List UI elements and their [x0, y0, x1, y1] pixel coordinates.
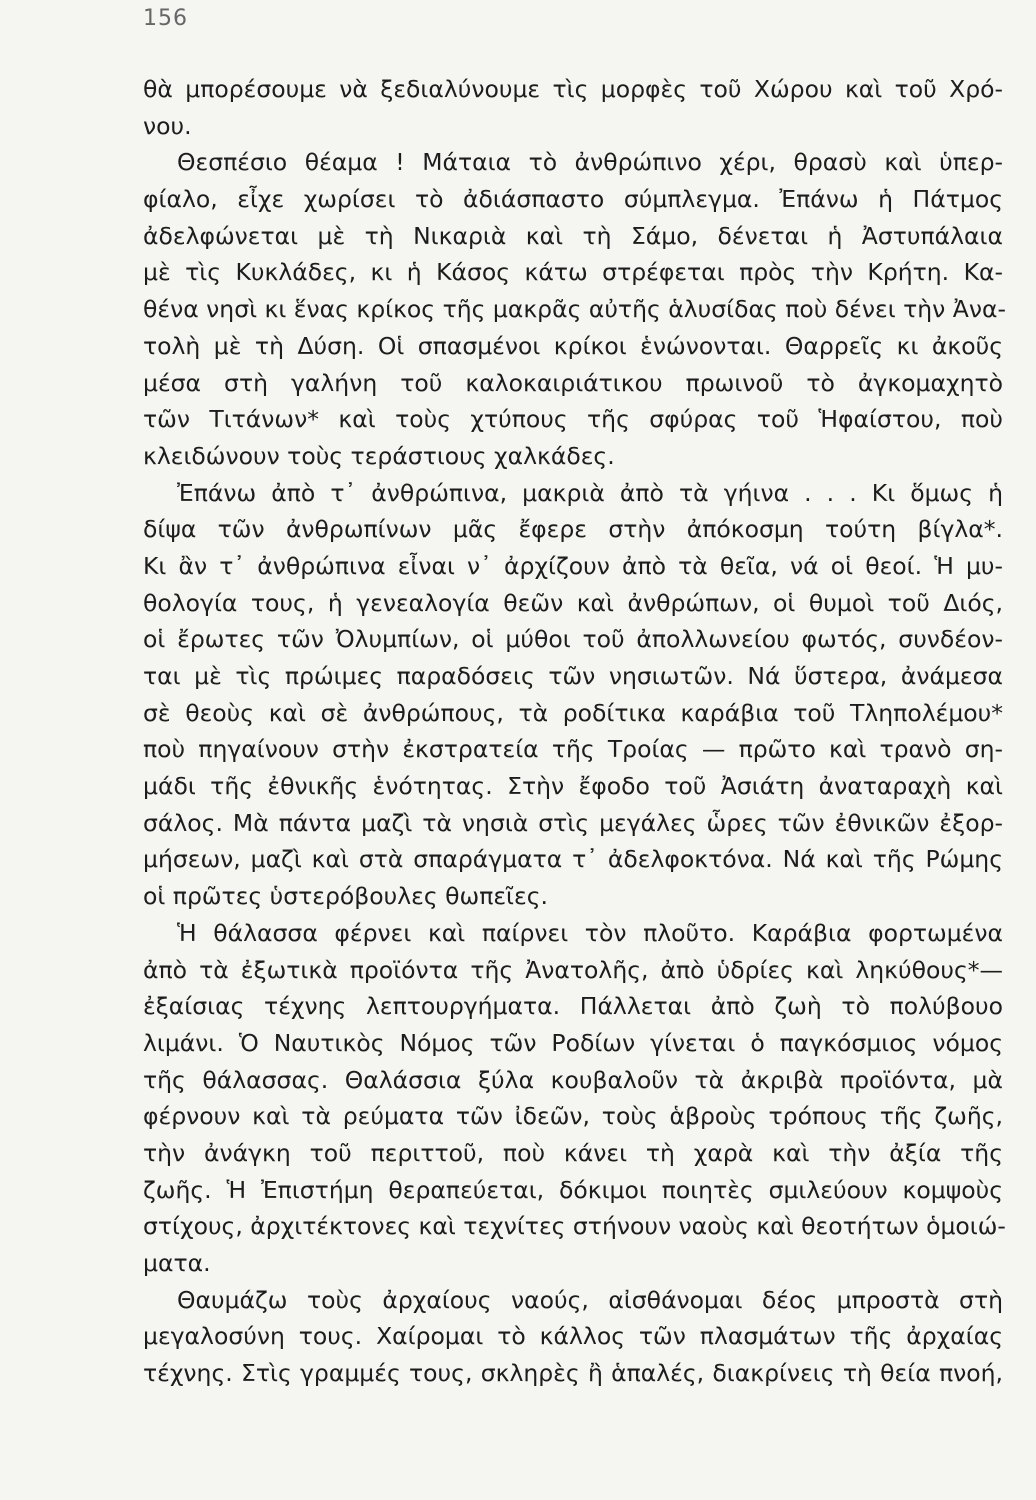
text-line: Θαυμάζω τοὺς ἀρχαίους ναούς, αἰσθάνομαι δέος μπροστὰ στὴ: [177, 1285, 1003, 1314]
text-line: μήσεων, μαζὶ καὶ στὰ σπαράγματα τ᾿ ἀδελφοκτόνα. Νά καὶ τῆς Ρώμης: [143, 845, 1003, 874]
text-line: φίαλο, εἶχε χωρίσει τὸ ἀδιάσπαστο σύμπλεγμα. Ἐπάνω ἡ Πάτμος: [143, 185, 1003, 214]
text-line: σάλος. Μὰ πάντα μαζὶ τὰ νησιὰ στὶς μεγάλες ὧρες τῶν ἐθνικῶν ἐξορ-: [143, 808, 1003, 837]
text-line: θὰ μπορέσουμε νὰ ξεδιαλύνουμε τὶς μορφὲς τοῦ Χώρου καὶ τοῦ Χρό-: [143, 75, 1003, 103]
text-line: ἀδελφώνεται μὲ τὴ Νικαριὰ καὶ τὴ Σάμο, δένεται ἡ Ἀστυπάλαια: [143, 221, 1003, 250]
text-line: τῶν Τιτάνων* καὶ τοὺς χτύπους τῆς σφύρας τοῦ Ἡφαίστου, ποὺ: [143, 405, 1003, 434]
body-text: [143, 71, 1006, 1392]
text-line: μὲ τὶς Κυκλάδες, κι ἡ Κάσος κάτω στρέφεται πρὸς τὴν Κρήτη. Κα-: [143, 258, 1003, 287]
text-line: μεγαλοσύνη τους. Χαίρομαι τὸ κάλλος τῶν πλασμάτων τῆς ἀρχαίας: [143, 1322, 1003, 1351]
text-line: νου.: [143, 111, 192, 140]
text-line: τὴν ἀνάγκη τοῦ περιττοῦ, ποὺ κάνει τὴ χαρὰ καὶ τὴν ἀξία τῆς: [143, 1138, 1003, 1167]
text-line: τολὴ μὲ τὴ Δύση. Οἱ σπασμένοι κρίκοι ἑνώνονται. Θαρρεῖς κι ἀκοῦς: [143, 331, 1003, 360]
text-line: θένα νησὶ κι ἕνας κρίκος τῆς μακρᾶς αὐτῆς ἁλυσίδας ποὺ δένει τὴν Ἀνα-: [143, 295, 1006, 324]
text-line: σὲ θεοὺς καὶ σὲ ἀνθρώπους, τὰ ροδίτικα καράβια τοῦ Τληπολέμου*: [143, 698, 1003, 727]
text-line: μάδι τῆς ἐθνικῆς ἑνότητας. Στὴν ἔφοδο τοῦ Ἀσιάτη ἀναταραχὴ καὶ: [143, 772, 1003, 801]
text-line: τῆς θάλασσας. Θαλάσσια ξύλα κουβαλοῦν τὰ ἀκριβὰ προϊόντα, μὰ: [143, 1065, 1003, 1094]
paragraph-3: [143, 475, 1003, 915]
text-line: ματα.: [143, 1249, 211, 1277]
paragraph-2: [143, 144, 1006, 474]
text-line: τέχνης. Στὶς γραμμές τους, σκληρὲς ἢ ἁπαλές, διακρίνεις τὴ θεία πνοή,: [143, 1359, 1003, 1388]
paragraph-1: [143, 71, 1003, 144]
text-line: ται μὲ τὶς πρώιμες παραδόσεις τῶν νησιωτῶν. Νά ὕστερα, ἀνάμεσα: [143, 662, 1003, 690]
text-line: λιμάνι. Ὁ Ναυτικὸς Νόμος τῶν Ροδίων γίνεται ὁ παγκόσμιος νόμος: [143, 1028, 1003, 1057]
text-line: Θεσπέσιο θέαμα ! Μάταια τὸ ἀνθρώπινο χέρι, θρασὺ καὶ ὑπερ-: [177, 148, 1003, 177]
text-line: ποὺ πηγαίνουν στὴν ἐκστρατεία τῆς Τροίας — πρῶτο καὶ τρανὸ ση-: [143, 735, 1003, 764]
text-line: ἀπὸ τὰ ἐξωτικὰ προϊόντα τῆς Ἀνατολῆς, ἀπὸ ὑδρίες καὶ ληκύθους*—: [143, 955, 1003, 984]
text-line: ἐξαίσιας τέχνης λεπτουργήματα. Πάλλεται ἀπὸ ζωὴ τὸ πολύβουο: [143, 992, 1003, 1021]
text-line: οἱ πρῶτες ὑστερόβουλες θωπεῖες.: [143, 882, 548, 911]
text-line: οἱ ἔρωτες τῶν Ὀλυμπίων, οἱ μύθοι τοῦ ἀπολλωνείου φωτός, συνδέον-: [143, 625, 1003, 654]
paragraph-5: [143, 1282, 1003, 1392]
text-line: φέρνουν καὶ τὰ ρεύματα τῶν ἰδεῶν, τοὺς ἁβροὺς τρόπους τῆς ζωῆς,: [143, 1102, 1003, 1131]
text-line: δίψα τῶν ἀνθρωπίνων μᾶς ἔφερε στὴν ἀπόκοσμη τούτη βίγλα*.: [143, 515, 1003, 544]
text-line: Κι ἂν τ᾿ ἀνθρώπινα εἶναι ν᾿ ἀρχίζουν ἀπὸ τὰ θεῖα, νά οἱ θεοί. Ἡ μυ-: [143, 551, 1003, 580]
text-line: μέσα στὴ γαλήνη τοῦ καλοκαιριάτικου πρωινοῦ τὸ ἀγκομαχητὸ: [143, 368, 1003, 397]
text-line: θολογία τους, ἡ γενεαλογία θεῶν καὶ ἀνθρώπων, οἱ θυμοὶ τοῦ Διός,: [143, 588, 1003, 617]
paragraph-4: [143, 915, 1006, 1282]
text-line: Ἡ θάλασσα φέρνει καὶ παίρνει τὸν πλοῦτο. Καράβια φορτωμένα: [177, 918, 1003, 947]
page-number: 156: [143, 6, 188, 31]
text-line: Ἐπάνω ἀπὸ τ᾿ ἀνθρώπινα, μακριὰ ἀπὸ τὰ γήινα . . . Κι ὅμως ἡ: [177, 478, 1003, 507]
text-line: στίχους, ἀρχιτέκτονες καὶ τεχνίτες στήνουν ναοὺς καὶ θεοτήτων ὁμοιώ-: [143, 1212, 1006, 1241]
text-line: κλειδώνουν τοὺς τεράστιους χαλκάδες.: [143, 441, 615, 470]
text-line: ζωῆς. Ἡ Ἐπιστήμη θεραπεύεται, δόκιμοι ποιητὲς σμιλεύουν κομψοὺς: [143, 1175, 1003, 1204]
